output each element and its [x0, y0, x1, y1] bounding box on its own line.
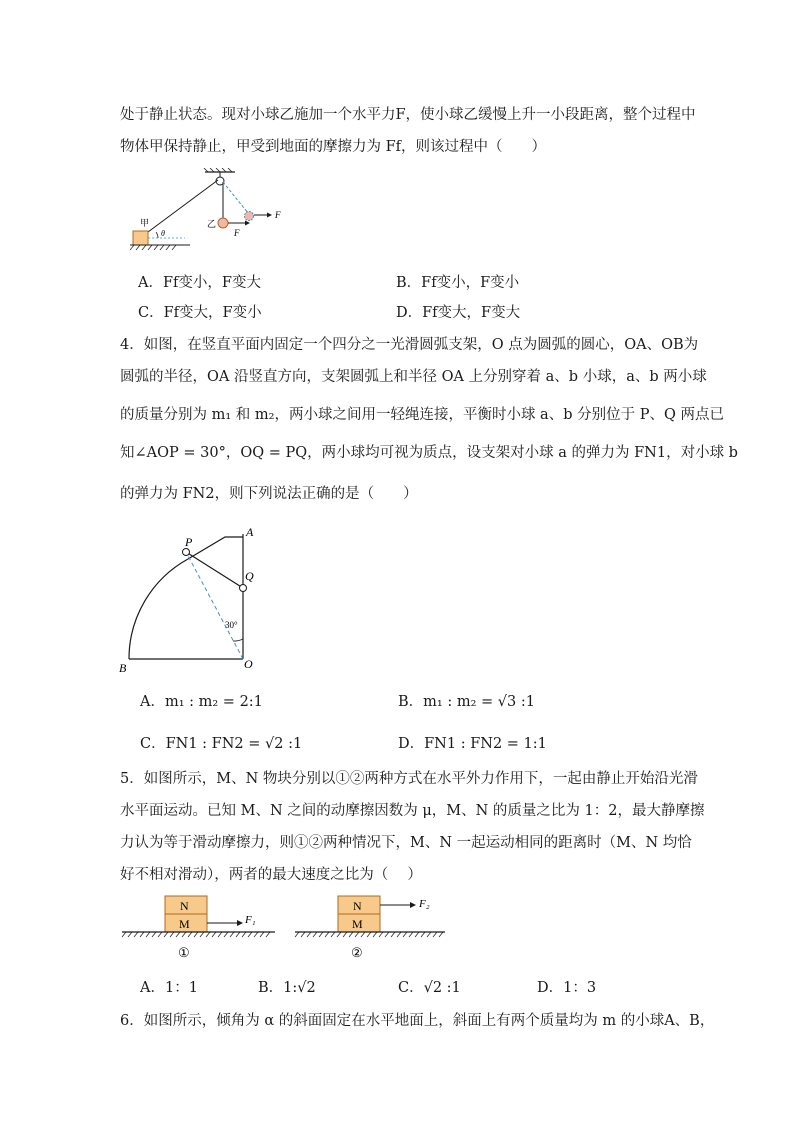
label-N-1: N	[180, 899, 189, 913]
q4-line-5: 的弹力为 FN2，则下列说法正确的是（ ）	[120, 486, 418, 502]
label-Q: Q	[245, 569, 254, 583]
ball-yi-displaced	[245, 212, 254, 221]
q5-option-b: B．1:√2	[258, 980, 316, 996]
q3-line-2: 物体甲保持静止，甲受到地面的摩擦力为 Ff，则该过程中（ ）	[120, 139, 547, 155]
q5-figure-2	[293, 893, 453, 963]
label-N-2: N	[353, 899, 362, 913]
q5-line-4: 好不相对滑动），两者的最大速度之比为（ ）	[120, 867, 422, 883]
label-case-2: ②	[351, 945, 363, 960]
q5-option-d: D．1：3	[537, 980, 597, 996]
q4-line-3: 的质量分别为 m₁ 和 m₂，两小球之间用一轻绳连接，平衡时小球 a、b 分别位于 P、Q 两点已	[120, 407, 724, 423]
label-theta: θ	[161, 229, 165, 238]
q5-figure-1	[120, 893, 280, 963]
label-F1: F₁	[245, 914, 256, 926]
q3-option-d: D．Ff变大，F变大	[396, 305, 521, 321]
q3-figure	[130, 168, 300, 253]
label-F-1: F	[234, 228, 240, 238]
q4-line-2: 圆弧的半径，OA 沿竖直方向，支架圆弧上和半径 OA 上分别穿着 a、b 小球，a、b 两小球	[120, 369, 707, 385]
label-F2: F₂	[419, 898, 430, 910]
label-P: P	[185, 535, 193, 549]
q4-figure	[115, 522, 265, 672]
q3-line-1: 处于静止状态。现对小球乙施加一个水平力F，使小球乙缓慢上升一小段距离，整个过程中	[120, 107, 696, 123]
q3-option-b: B．Ff变小，F变小	[396, 275, 520, 291]
label-case-1: ①	[178, 945, 190, 960]
block-jia	[133, 231, 148, 245]
label-jia: 甲	[140, 218, 150, 228]
label-F-2: F	[275, 210, 281, 220]
q4-option-a: A．m₁ : m₂ = 2:1	[140, 694, 263, 710]
q5-line-1: 5．如图所示，M、N 物块分别以①②两种方式在水平外力作用下，一起由静止开始沿光滑	[120, 771, 698, 787]
ball-yi	[218, 218, 228, 228]
q4-line-1: 4．如图，在竖直平面内固定一个四分之一光滑圆弧支架，O 点为圆弧的圆心，OA、OB为	[120, 337, 699, 353]
q6-line-1: 6．如图所示，倾角为 α 的斜面固定在水平地面上，斜面上有两个质量均为 m 的小球A、B，	[120, 1013, 715, 1029]
q4-line-4: 知∠AOP = 30°，OQ = PQ，两小球均可视为质点，设支架对小球 a 的弹力为 FN1，对小球 b	[120, 445, 738, 461]
q4-option-c: C．FN1 : FN2 = √2 :1	[140, 736, 303, 752]
label-M-1: M	[179, 917, 190, 931]
ball-a	[183, 549, 190, 556]
q5-line-2: 水平面运动。已知 M、N 之间的动摩擦因数为 μ，M、N 的质量之比为 1：2，最大静摩擦	[120, 803, 705, 819]
q5-option-a: A．1：1	[140, 980, 198, 996]
label-O: O	[244, 657, 253, 671]
q4-option-d: D．FN1 : FN2 = 1:1	[398, 736, 547, 752]
label-yi: 乙	[207, 219, 217, 229]
label-angle: 30°	[225, 620, 238, 630]
ball-b	[240, 585, 247, 592]
q5-line-3: 力认为等于滑动摩擦力，则①②两种情况下，M、N 一起运动相同的距离时（M、N 均恰	[120, 835, 692, 851]
label-A: A	[246, 525, 254, 539]
q4-option-b: B．m₁ : m₂ = √3 :1	[398, 694, 535, 710]
q3-option-a: A．Ff变小，F变大	[138, 275, 261, 291]
label-M-2: M	[352, 917, 363, 931]
q3-option-c: C．Ff变大，F变小	[138, 305, 262, 321]
label-B: B	[119, 661, 127, 672]
q5-option-c: C．√2 :1	[398, 980, 461, 996]
